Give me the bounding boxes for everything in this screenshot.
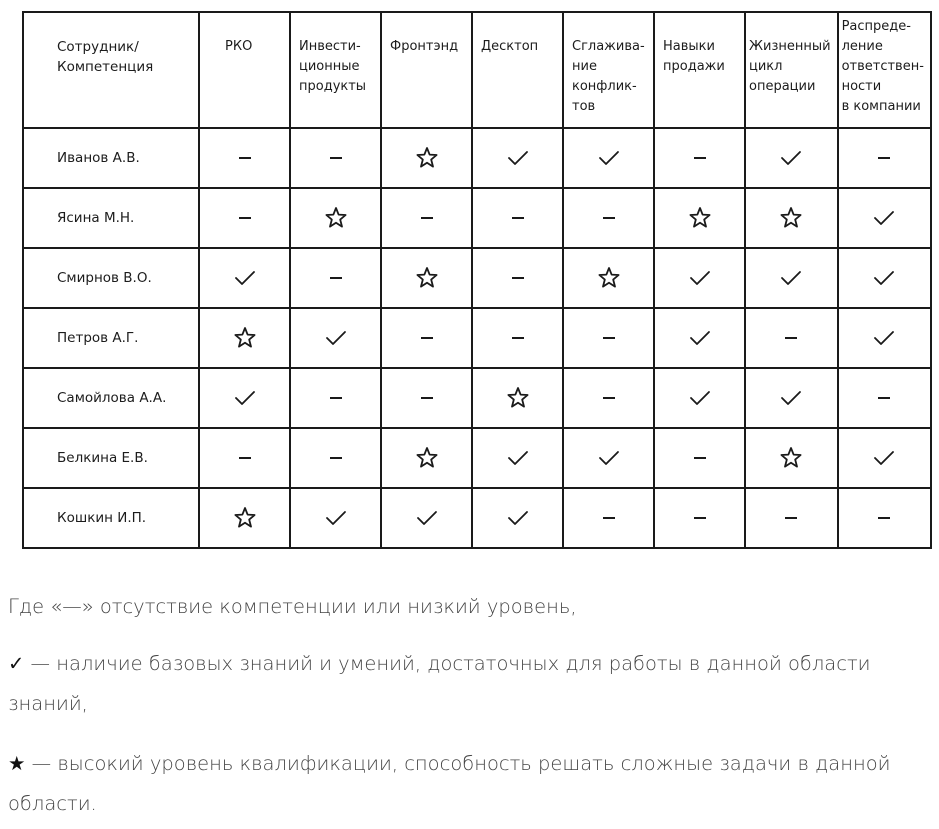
check-icon (232, 385, 258, 411)
star-outline-icon (687, 205, 713, 231)
check-icon (687, 385, 713, 411)
table-row (23, 248, 931, 308)
legend-star-line (8, 744, 938, 824)
employee-name: Белкина Е.В. (23, 428, 199, 488)
dash-icon (778, 325, 804, 351)
star-filled-icon: ★ (8, 752, 26, 775)
check-icon (505, 145, 531, 171)
competency-matrix (22, 11, 932, 549)
employee-name: Смирнов В.О. (23, 248, 199, 308)
dash-icon (505, 325, 531, 351)
column-header-conflict-resolution: Сглажива- ние конфлик- тов (563, 12, 654, 128)
competency-cell (654, 248, 745, 308)
star-outline-icon (414, 145, 440, 171)
competency-cell (290, 128, 381, 188)
competency-cell (199, 188, 290, 248)
dash-icon (323, 445, 349, 471)
check-icon (871, 205, 897, 231)
star-outline-icon (414, 445, 440, 471)
competency-cell (472, 128, 563, 188)
competency-cell (563, 248, 654, 308)
competency-cell (472, 248, 563, 308)
competency-cell (745, 428, 838, 488)
competency-cell (472, 188, 563, 248)
competency-cell (838, 428, 931, 488)
dash-icon (323, 385, 349, 411)
column-header-desktop: Десктоп (472, 12, 563, 128)
check-icon (596, 145, 622, 171)
dash-icon (871, 145, 897, 171)
table-row (23, 368, 931, 428)
competency-cell (654, 428, 745, 488)
check-icon (871, 265, 897, 291)
column-header-responsibility-distribution: Распреде- ление ответствен- ности в компании (838, 12, 931, 128)
legend-check-text: — наличие базовых знаний и умений, достаточных для работы в данной области знаний, (8, 652, 871, 715)
legend-check-line (8, 644, 938, 724)
dash-icon (505, 265, 531, 291)
competency-cell (472, 488, 563, 548)
dash-icon (232, 145, 258, 171)
competency-cell (654, 128, 745, 188)
competency-cell (381, 488, 472, 548)
dash-icon (778, 505, 804, 531)
competency-cell (199, 248, 290, 308)
competency-cell (472, 428, 563, 488)
check-icon (778, 145, 804, 171)
competency-cell (745, 488, 838, 548)
competency-cell (838, 128, 931, 188)
competency-cell (199, 368, 290, 428)
check-icon (414, 505, 440, 531)
competency-cell (563, 428, 654, 488)
dash-icon (323, 145, 349, 171)
competency-cell (381, 368, 472, 428)
competency-cell (563, 368, 654, 428)
competency-cell (838, 488, 931, 548)
star-outline-icon (596, 265, 622, 291)
competency-cell (654, 368, 745, 428)
star-outline-icon (778, 205, 804, 231)
competency-cell (290, 428, 381, 488)
dash-icon (505, 205, 531, 231)
check-icon (687, 265, 713, 291)
competency-cell (381, 428, 472, 488)
legend-star-text: — высокий уровень квалификации, способность решать сложные задачи в данной области. (8, 752, 891, 815)
dash-icon (871, 385, 897, 411)
header-row (23, 12, 931, 128)
competency-cell (563, 188, 654, 248)
table-row (23, 308, 931, 368)
corner-header: Сотрудник/ Компетенция (23, 12, 199, 128)
check-icon (687, 325, 713, 351)
competency-cell (290, 308, 381, 368)
star-outline-icon (414, 265, 440, 291)
dash-icon (596, 385, 622, 411)
check-icon (778, 265, 804, 291)
competency-cell (838, 308, 931, 368)
column-header-investment-products: Инвести- ционные продукты (290, 12, 381, 128)
competency-cell (838, 368, 931, 428)
competency-cell (472, 308, 563, 368)
dash-icon (687, 145, 713, 171)
star-outline-icon (778, 445, 804, 471)
competency-cell (199, 128, 290, 188)
table-row (23, 188, 931, 248)
competency-cell (745, 128, 838, 188)
dash-icon (596, 205, 622, 231)
column-header-sales-skills: Навыки продажи (654, 12, 745, 128)
column-header-operation-lifecycle: Жизненный цикл операции (745, 12, 838, 128)
dash-icon (414, 385, 440, 411)
employee-name: Ясина М.Н. (23, 188, 199, 248)
column-header-frontend: Фронтэнд (381, 12, 472, 128)
competency-cell (654, 188, 745, 248)
employee-name: Кошкин И.П. (23, 488, 199, 548)
star-outline-icon (232, 325, 258, 351)
dash-icon (687, 505, 713, 531)
competency-cell (745, 248, 838, 308)
employee-name: Иванов А.В. (23, 128, 199, 188)
competency-cell (472, 368, 563, 428)
competency-cell (745, 368, 838, 428)
competency-cell (838, 188, 931, 248)
matrix-body (23, 128, 931, 548)
table-row (23, 488, 931, 548)
employee-name: Самойлова А.А. (23, 368, 199, 428)
competency-cell (290, 488, 381, 548)
table-row (23, 128, 931, 188)
competency-cell (290, 188, 381, 248)
dash-icon (414, 205, 440, 231)
competency-cell (563, 488, 654, 548)
check-icon (232, 265, 258, 291)
competency-cell (381, 128, 472, 188)
competency-cell (381, 308, 472, 368)
competency-cell (654, 308, 745, 368)
legend-dash-line (8, 587, 938, 627)
competency-cell (563, 128, 654, 188)
star-outline-icon (232, 505, 258, 531)
competency-cell (199, 428, 290, 488)
check-icon (871, 445, 897, 471)
dash-icon (596, 325, 622, 351)
dash-icon (323, 265, 349, 291)
check-icon (323, 505, 349, 531)
check-icon (505, 505, 531, 531)
dash-icon (687, 445, 713, 471)
competency-cell (381, 188, 472, 248)
competency-cell (381, 248, 472, 308)
dash-icon (232, 445, 258, 471)
competency-cell (745, 188, 838, 248)
competency-cell (654, 488, 745, 548)
table-row (23, 428, 931, 488)
dash-icon (414, 325, 440, 351)
competency-cell (838, 248, 931, 308)
competency-cell (745, 308, 838, 368)
check-icon (596, 445, 622, 471)
dash-icon (871, 505, 897, 531)
competency-cell (199, 488, 290, 548)
check-icon (871, 325, 897, 351)
column-header-rko: РКО (199, 12, 290, 128)
check-icon (778, 385, 804, 411)
check-icon (505, 445, 531, 471)
star-outline-icon (505, 385, 531, 411)
employee-name: Петров А.Г. (23, 308, 199, 368)
legend-dash-text: Где «—» отсутствие компетенции или низкий уровень, (8, 595, 577, 618)
competency-cell (290, 368, 381, 428)
competency-cell (290, 248, 381, 308)
check-icon: ✓ (8, 652, 25, 675)
competency-cell (563, 308, 654, 368)
star-outline-icon (323, 205, 349, 231)
check-icon (323, 325, 349, 351)
dash-icon (232, 205, 258, 231)
competency-cell (199, 308, 290, 368)
dash-icon (596, 505, 622, 531)
